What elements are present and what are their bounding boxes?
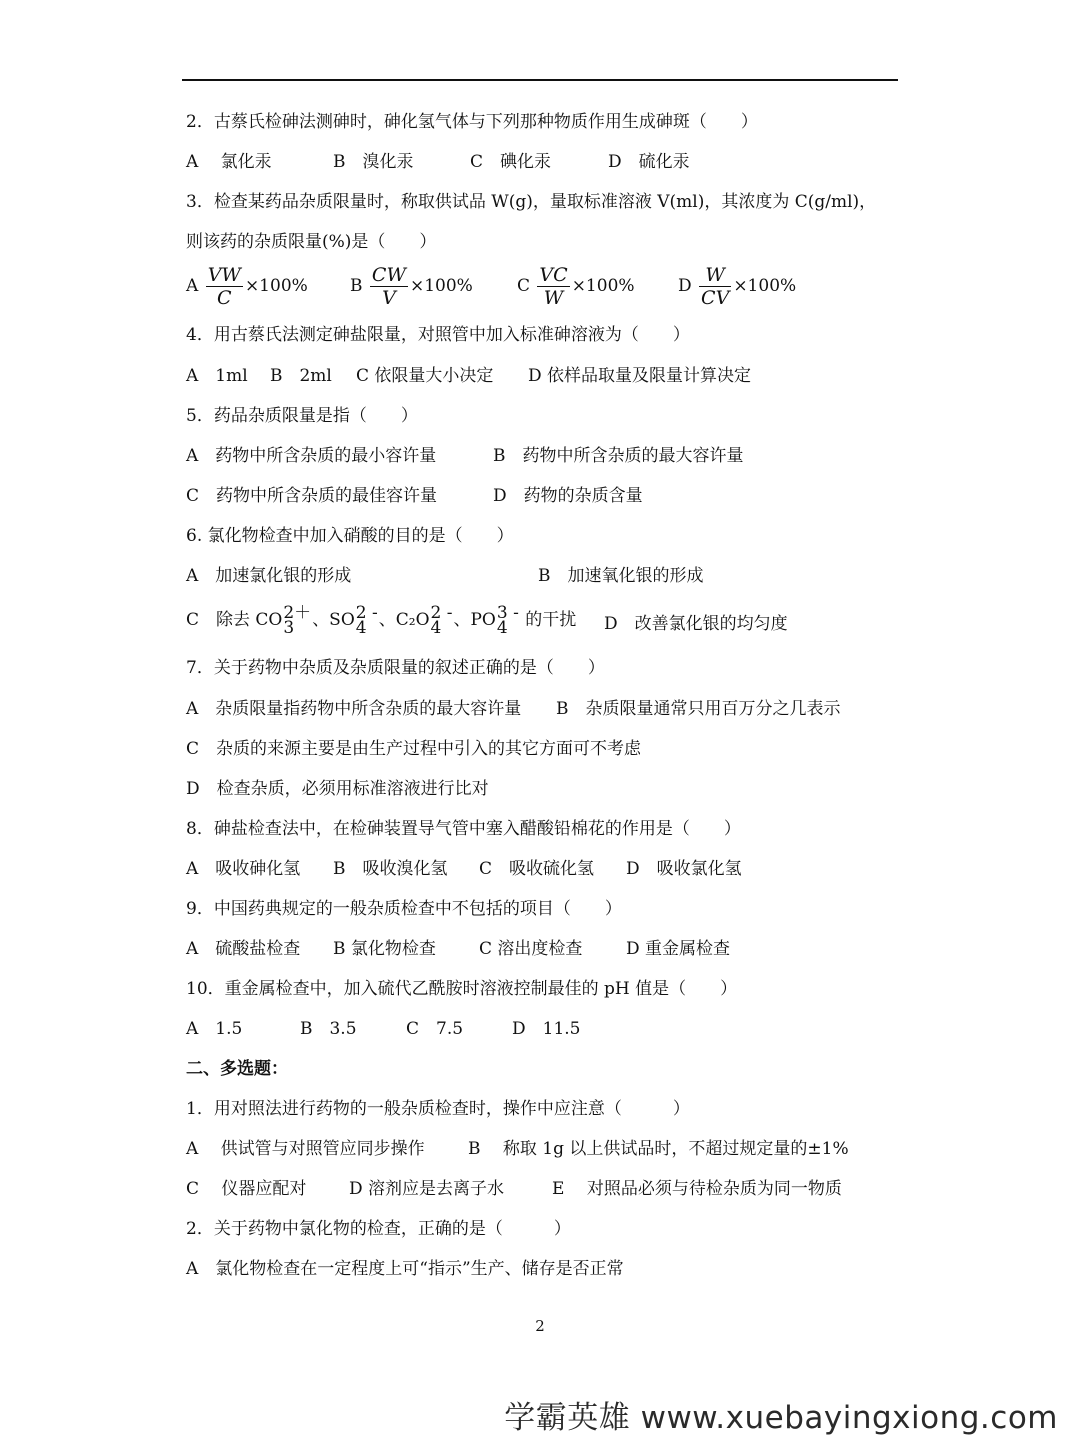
q7-option-d: D 检查杂质，必须用标准溶液进行比对 [186, 779, 489, 799]
q6-option-a: A 加速氯化银的形成 [186, 566, 352, 586]
phosphate-formula: 、PO [453, 610, 496, 630]
q3-option-c [517, 264, 635, 309]
q8-option-d: D 吸收氯化氢 [626, 859, 742, 879]
q7-option-a: A 杂质限量指药物中所含杂质的最大容许量 [186, 699, 522, 719]
times-percent: ×100% [733, 276, 797, 296]
header-rule [182, 79, 898, 81]
superscript: 2 - [430, 602, 453, 623]
fraction-denominator: V [382, 287, 396, 309]
carbonate-charge [283, 602, 312, 638]
q2-option-b: B 溴化汞 [333, 152, 414, 172]
fraction-numerator: CW [371, 264, 406, 286]
superscript: 3 - [496, 602, 519, 623]
subscript: 4 [430, 617, 442, 638]
q8-option-b: B 吸收溴化氢 [333, 859, 448, 879]
m1-option-e: E 对照品必须与待检杂质为同一物质 [552, 1179, 842, 1199]
q7-option-b: B 杂质限量通常只用百万分之几表示 [556, 699, 841, 719]
q9-option-d: D 重金属检查 [626, 939, 731, 959]
subscript: 4 [355, 617, 367, 638]
fraction-numerator: W [699, 264, 731, 287]
q4-option-a: A 1ml [186, 366, 248, 386]
q5-option-d: D 药物的杂质含量 [493, 486, 643, 506]
q6-option-c [186, 603, 576, 637]
phosphate-charge [496, 602, 519, 638]
q6-c-suffix: 的干扰 [519, 610, 577, 630]
q3-option-d-label: D [678, 276, 692, 296]
q10-option-d: D 11.5 [512, 1019, 581, 1039]
q8-option-a: A 吸收砷化氢 [186, 859, 301, 879]
q8-option-c: C 吸收硫化氢 [479, 859, 595, 879]
q9-stem: 9．中国药典规定的一般杂质检查中不包括的项目（ ） [186, 899, 622, 919]
site-watermark: 学霸英雄 www.xuebayingxiong.com [504, 1400, 1058, 1436]
q2-option-a: A 氯化汞 [186, 152, 272, 172]
times-percent: ×100% [244, 276, 308, 296]
sulfate-charge [355, 602, 378, 638]
q6-c-prefix: C 除去 CO [186, 610, 283, 630]
section-title-multiple-choice: 二、多选题： [186, 1059, 288, 1079]
q10-option-a: A 1.5 [186, 1019, 243, 1039]
fraction-numerator: VW [207, 264, 241, 286]
q9-option-c: C 溶出度检查 [479, 939, 583, 959]
q3-option-a-label: A [186, 276, 199, 296]
q3-option-d-fraction [699, 264, 731, 309]
q7-stem: 7．关于药物中杂质及杂质限量的叙述正确的是（ ） [186, 658, 605, 678]
q5-option-c: C 药物中所含杂质的最佳容许量 [186, 486, 438, 506]
m1-stem: 1．用对照法进行药物的一般杂质检查时，操作中应注意（ ） [186, 1099, 690, 1119]
q6-option-d: D 改善氯化银的均匀度 [604, 614, 788, 634]
q6-option-b: B 加速氧化银的形成 [538, 566, 704, 586]
q3-stem-line1: 3．检查某药品杂质限量时，称取供试品 W(g)，量取标准溶液 V(ml)，其浓度为 C(g/ml)， [186, 192, 877, 212]
m2-option-a: A 氯化物检查在一定程度上可“指示”生产、储存是否正常 [186, 1259, 624, 1279]
times-percent: ×100% [571, 276, 635, 296]
q10-option-c: C 7.5 [406, 1019, 464, 1039]
times-percent: ×100% [409, 276, 473, 296]
sulfate-formula: 、SO [312, 610, 355, 630]
q6-stem: 6. 氯化物检查中加入硝酸的目的是（ ） [186, 526, 514, 546]
q10-option-b: B 3.5 [300, 1019, 357, 1039]
q7-option-c: C 杂质的来源主要是由生产过程中引入的其它方面可不考虑 [186, 739, 642, 759]
m1-option-a: A 供试管与对照管应同步操作 [186, 1139, 425, 1159]
q3-option-b-label: B [350, 276, 363, 296]
q3-option-b [350, 264, 473, 309]
q2-option-c: C 碘化汞 [470, 152, 552, 172]
q5-option-b: B 药物中所含杂质的最大容许量 [493, 446, 744, 466]
q10-stem: 10．重金属检查中，加入硫代乙酰胺时溶液控制最佳的 pH 值是（ ） [186, 979, 738, 999]
q8-stem: 8．砷盐检查法中，在检砷装置导气管中塞入醋酸铅棉花的作用是（ ） [186, 819, 741, 839]
fraction-denominator: W [543, 287, 564, 309]
q3-option-a [186, 264, 308, 309]
fraction-numerator: VC [539, 264, 568, 286]
q5-stem: 5．药品杂质限量是指（ ） [186, 406, 418, 426]
page-number: 2 [535, 1317, 545, 1335]
q3-option-c-label: C [517, 276, 531, 296]
q5-option-a: A 药物中所含杂质的最小容许量 [186, 446, 437, 466]
q3-stem-line2: 则该药的杂质限量(%)是（ ） [186, 232, 437, 252]
q4-stem: 4．用古蔡氏法测定砷盐限量，对照管中加入标准砷溶液为（ ） [186, 325, 690, 345]
oxalate-charge [430, 602, 453, 638]
fraction-denominator: C [217, 287, 232, 309]
q2-option-d: D 硫化汞 [608, 152, 690, 172]
superscript: 2 - [355, 602, 378, 623]
q9-option-a: A 硫酸盐检查 [186, 939, 301, 959]
q3-option-b-fraction [370, 264, 408, 309]
q2-stem: 2．古蔡氏检砷法测砷时，砷化氢气体与下列那种物质作用生成砷斑（ ） [186, 112, 758, 132]
q3-option-d [678, 264, 796, 309]
fraction-denominator: CV [701, 287, 730, 309]
m2-stem: 2．关于药物中氯化物的检查，正确的是（ ） [186, 1219, 571, 1239]
subscript: 3 [283, 617, 295, 638]
superscript: 2＋ [283, 602, 312, 623]
q4-option-d: D 依样品取量及限量计算决定 [528, 366, 752, 386]
q3-option-c-fraction [537, 264, 569, 309]
m1-option-b: B 称取 1g 以上供试品时，不超过规定量的±1% [468, 1139, 849, 1159]
m1-option-d: D 溶剂应是去离子水 [349, 1179, 505, 1199]
q3-option-a-fraction [206, 264, 243, 309]
q4-option-b: B 2ml [270, 366, 332, 386]
q4-option-c: C 依限量大小决定 [356, 366, 494, 386]
m1-option-c: C 仪器应配对 [186, 1179, 307, 1199]
subscript: 4 [496, 617, 508, 638]
oxalate-formula: 、C₂O [378, 610, 430, 630]
q9-option-b: B 氯化物检查 [333, 939, 436, 959]
